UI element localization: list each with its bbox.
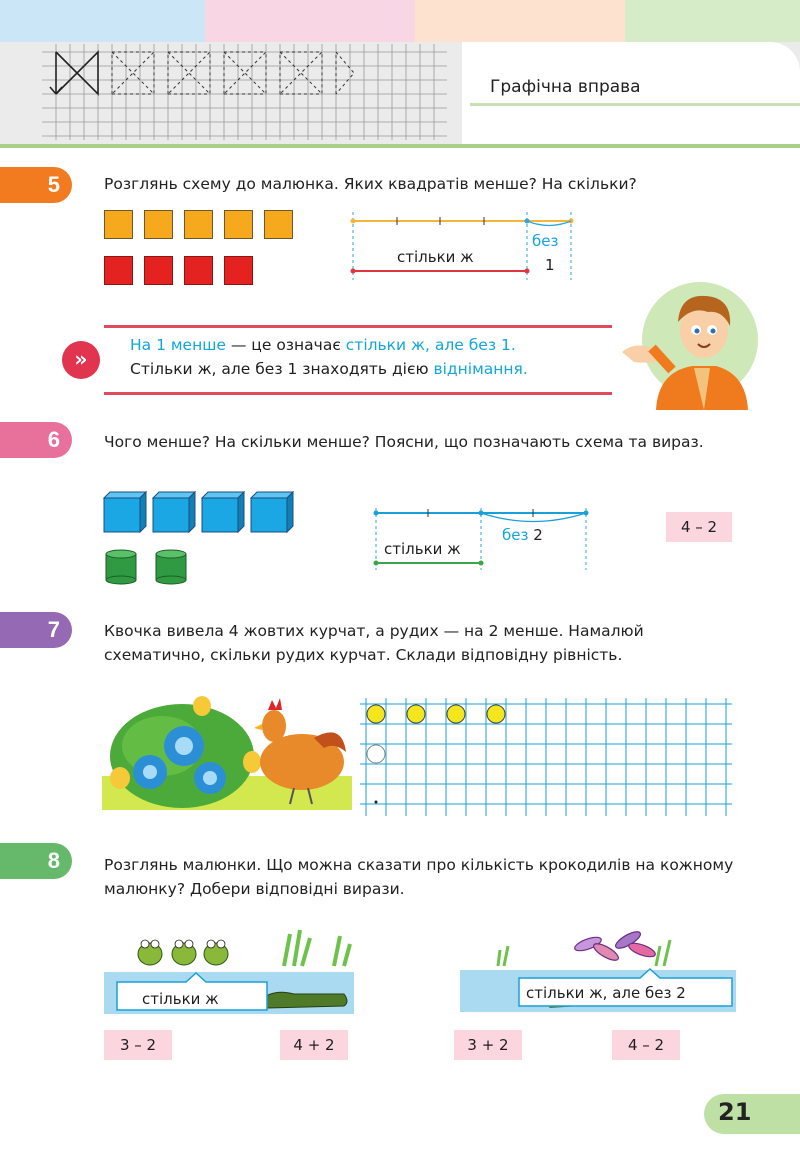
task-8-text: Розглянь малюнки. Що можна сказати про кількість крокодилів на кожному малюнку? Добери відповідні вирази. xyxy=(104,856,734,898)
top-band-pink xyxy=(205,0,415,42)
task-8-expression-4: 4 – 2 xyxy=(612,1030,680,1060)
task-6-label-two: 2 xyxy=(533,526,543,544)
info-top-line xyxy=(104,325,612,328)
top-band-green xyxy=(625,0,800,42)
task-8-expression-1: 3 – 2 xyxy=(104,1030,172,1060)
task-5-label-same: стільки ж xyxy=(397,248,474,266)
info-line-1-c: стільки ж, але без 1. xyxy=(345,336,516,354)
task-5-text: Розглянь схему до малюнка. Яких квадратів менше? На скільки? xyxy=(104,175,637,193)
hen-and-chicks-illustration xyxy=(102,692,352,812)
right-box-label: стільки ж, але без 2 xyxy=(526,984,686,1002)
blue-cubes xyxy=(102,490,302,535)
info-bottom-line xyxy=(104,392,612,395)
task-7-text: Квочка вивела 4 жовтих курчат, а рудих — на 2 менше. Намалюй схематично, скільки рудих курчат. Склади відповідну рівність. xyxy=(104,622,644,664)
task-6-label-same: стільки ж xyxy=(384,540,461,558)
drawing-grid xyxy=(360,698,732,818)
info-line-2-a: Стільки ж, але без 1 знаходять дією xyxy=(130,360,434,378)
task-6-label-without-group xyxy=(502,526,543,544)
task-8-expression-3: 3 + 2 xyxy=(454,1030,522,1060)
task-6-scheme xyxy=(368,504,594,574)
page-number: 21 xyxy=(718,1098,752,1126)
info-line-2-b: віднімання. xyxy=(433,360,528,378)
task-6-expression: 4 – 2 xyxy=(666,512,732,542)
boy-illustration xyxy=(612,282,762,410)
task-5-badge: 5 xyxy=(0,167,72,203)
header-divider xyxy=(0,144,800,148)
task-8-badge: 8 xyxy=(0,843,72,879)
task-6-badge: 6 xyxy=(0,422,72,458)
top-band-peach xyxy=(415,0,625,42)
info-line-1 xyxy=(130,334,516,356)
task-5-label-without: без xyxy=(532,232,559,250)
green-cylinders xyxy=(104,548,194,586)
header-title-underline xyxy=(470,103,800,106)
info-line-1-a: На 1 менше xyxy=(130,336,226,354)
task-6-label-without: без xyxy=(502,526,529,544)
page-number-tab xyxy=(704,1094,800,1134)
task-5-label-one: 1 xyxy=(545,256,555,274)
top-band-blue xyxy=(0,0,205,42)
left-box-label: стільки ж xyxy=(142,990,219,1008)
graphic-exercise-grid xyxy=(42,44,447,140)
info-line-2 xyxy=(130,358,528,380)
header-title: Графічна вправа xyxy=(490,77,641,97)
info-arrow-icon: » xyxy=(62,341,100,379)
task-7-badge: 7 xyxy=(0,612,72,648)
info-line-1-b: — це означає xyxy=(225,336,346,354)
task-6-text: Чого менше? На скільки менше? Поясни, що позначають схема та вираз. xyxy=(104,433,704,451)
task-8-expression-2: 4 + 2 xyxy=(280,1030,348,1060)
